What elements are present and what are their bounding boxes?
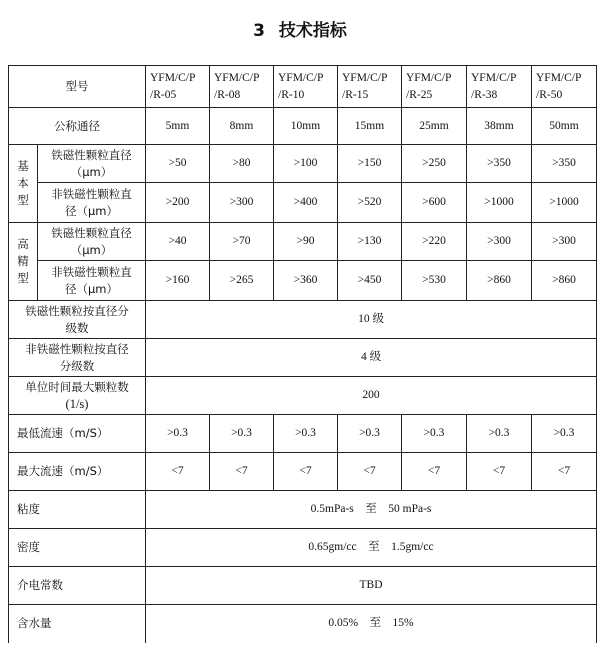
min-flow-label: 最低流速（m/S）: [9, 415, 146, 453]
dielectric-label: 介电常数: [9, 567, 146, 605]
model-line: /R-15: [342, 88, 369, 101]
model-line: YFM/C/P: [278, 71, 324, 84]
row-model: [9, 66, 597, 108]
row-max-flow: [9, 453, 597, 491]
row-density: [9, 529, 597, 567]
min-flow-value: >0.3: [467, 415, 532, 453]
min-flow-value: >0.3: [532, 415, 597, 453]
label-line: (1/s): [65, 396, 89, 411]
min-flow-value: >0.3: [402, 415, 467, 453]
model-line: /R-25: [406, 88, 433, 101]
max-flow-value: <7: [146, 453, 210, 491]
basic-ferrous-value: >350: [467, 145, 532, 183]
diameter-label: 公称通径: [9, 108, 146, 145]
row-water: [9, 605, 597, 643]
basic-ferrous-value: >50: [146, 145, 210, 183]
basic-ferrous-value: >150: [338, 145, 402, 183]
density-label: 密度: [9, 529, 146, 567]
row-viscosity: [9, 491, 597, 529]
precision-ferrous-value: >70: [210, 223, 274, 261]
group-char: 型: [17, 271, 29, 285]
model-line: YFM/C/P: [406, 71, 452, 84]
label-line: 非铁磁性颗粒按直径: [25, 341, 129, 356]
row-min-flow: [9, 415, 597, 453]
label-line: 铁磁性颗粒直径: [51, 225, 132, 240]
precision-nonferrous-value: >450: [338, 261, 402, 301]
label-line: （μm）: [70, 164, 113, 179]
row-ferrous-grades: [9, 301, 597, 339]
label-line: 单位时间最大颗粒数: [25, 379, 129, 394]
basic-nonferrous-value: >300: [210, 183, 274, 223]
model-line: /R-05: [150, 88, 177, 101]
basic-nonferrous-value: >1000: [467, 183, 532, 223]
min-flow-value: >0.3: [210, 415, 274, 453]
basic-ferrous-value: >350: [532, 145, 597, 183]
min-flow-value: >0.3: [338, 415, 402, 453]
precision-nonferrous-value: >860: [532, 261, 597, 301]
label-line: 径（μm）: [64, 281, 119, 296]
dielectric-value: TBD: [146, 567, 597, 605]
precision-ferrous-value: >300: [532, 223, 597, 261]
label-line: 铁磁性颗粒直径: [51, 147, 132, 162]
max-flow-value: <7: [532, 453, 597, 491]
row-nonferrous-grades: [9, 339, 597, 377]
model-line: YFM/C/P: [342, 71, 388, 84]
group-char: 本: [17, 176, 29, 190]
basic-nonferrous-value: >1000: [532, 183, 597, 223]
basic-ferrous-value: >100: [274, 145, 338, 183]
model-line: /R-08: [214, 88, 241, 101]
viscosity-value: 0.5mPa-s 至 50 mPa-s: [146, 491, 597, 529]
model-cell: [532, 66, 597, 108]
model-cell: [210, 66, 274, 108]
precision-nonferrous-value: >265: [210, 261, 274, 301]
model-line: /R-50: [536, 88, 563, 101]
row-precision-ferrous: [9, 223, 597, 261]
model-cell: [274, 66, 338, 108]
precision-ferrous-value: >40: [146, 223, 210, 261]
row-dielectric: [9, 567, 597, 605]
model-line: YFM/C/P: [471, 71, 517, 84]
model-line: YFM/C/P: [150, 71, 196, 84]
basic-ferrous-value: >250: [402, 145, 467, 183]
model-cell: [402, 66, 467, 108]
group-char: 精: [17, 254, 29, 268]
ferrous-grades-label: [9, 301, 146, 339]
basic-ferrous-label: [38, 145, 146, 183]
viscosity-label: 粘度: [9, 491, 146, 529]
diameter-value: 25mm: [402, 108, 467, 145]
section-heading: 技术指标: [278, 21, 347, 41]
min-flow-value: >0.3: [146, 415, 210, 453]
basic-nonferrous-value: >600: [402, 183, 467, 223]
nonferrous-grades-value: 4 级: [146, 339, 597, 377]
label-line: 非铁磁性颗粒直: [51, 186, 132, 201]
model-line: /R-10: [278, 88, 305, 101]
diameter-value: 15mm: [338, 108, 402, 145]
max-flow-value: <7: [338, 453, 402, 491]
min-flow-value: >0.3: [274, 415, 338, 453]
row-diameter: [9, 108, 597, 145]
label-line: （μm）: [70, 242, 113, 257]
precision-ferrous-value: >300: [467, 223, 532, 261]
basic-nonferrous-value: >520: [338, 183, 402, 223]
max-count-label: [9, 377, 146, 415]
diameter-value: 10mm: [274, 108, 338, 145]
precision-ferrous-value: >90: [274, 223, 338, 261]
basic-nonferrous-label: [38, 183, 146, 223]
section-number: 3: [253, 21, 265, 41]
precision-nonferrous-value: >160: [146, 261, 210, 301]
max-count-value: 200: [146, 377, 597, 415]
density-value: 0.65gm/cc 至 1.5gm/cc: [146, 529, 597, 567]
model-line: YFM/C/P: [214, 71, 260, 84]
model-line: YFM/C/P: [536, 71, 582, 84]
label-line: 级数: [65, 320, 89, 335]
precision-nonferrous-value: >860: [467, 261, 532, 301]
max-flow-value: <7: [274, 453, 338, 491]
row-max-count: [9, 377, 597, 415]
precision-nonferrous-label: [38, 261, 146, 301]
precision-ferrous-value: >130: [338, 223, 402, 261]
nonferrous-grades-label: [9, 339, 146, 377]
basic-type-label: [9, 145, 38, 223]
max-flow-value: <7: [210, 453, 274, 491]
max-flow-label: 最大流速（m/S）: [9, 453, 146, 491]
model-cell: [146, 66, 210, 108]
precision-ferrous-label: [38, 223, 146, 261]
precision-nonferrous-value: >360: [274, 261, 338, 301]
basic-ferrous-value: >80: [210, 145, 274, 183]
section-title: [0, 16, 600, 41]
precision-type-label: [9, 223, 38, 301]
group-char: 型: [17, 193, 29, 207]
group-char: 高: [17, 237, 29, 251]
label-line: 分级数: [59, 358, 95, 373]
row-basic-nonferrous: [9, 183, 597, 223]
basic-nonferrous-value: >400: [274, 183, 338, 223]
group-char: 基: [17, 159, 29, 173]
model-header-label: 型号: [9, 66, 146, 108]
basic-nonferrous-value: >200: [146, 183, 210, 223]
diameter-value: 50mm: [532, 108, 597, 145]
ferrous-grades-value: 10 级: [146, 301, 597, 339]
diameter-value: 5mm: [146, 108, 210, 145]
model-line: /R-38: [471, 88, 498, 101]
max-flow-value: <7: [402, 453, 467, 491]
water-value: 0.05% 至 15%: [146, 605, 597, 643]
row-basic-ferrous: [9, 145, 597, 183]
water-label: 含水量: [9, 605, 146, 643]
precision-nonferrous-value: >530: [402, 261, 467, 301]
diameter-value: 8mm: [210, 108, 274, 145]
precision-ferrous-value: >220: [402, 223, 467, 261]
model-cell: [338, 66, 402, 108]
spec-table: [8, 65, 597, 643]
row-precision-nonferrous: [9, 261, 597, 301]
max-flow-value: <7: [467, 453, 532, 491]
label-line: 非铁磁性颗粒直: [51, 264, 132, 279]
label-line: 铁磁性颗粒按直径分: [25, 303, 129, 318]
diameter-value: 38mm: [467, 108, 532, 145]
label-line: 径（μm）: [64, 203, 119, 218]
model-cell: [467, 66, 532, 108]
